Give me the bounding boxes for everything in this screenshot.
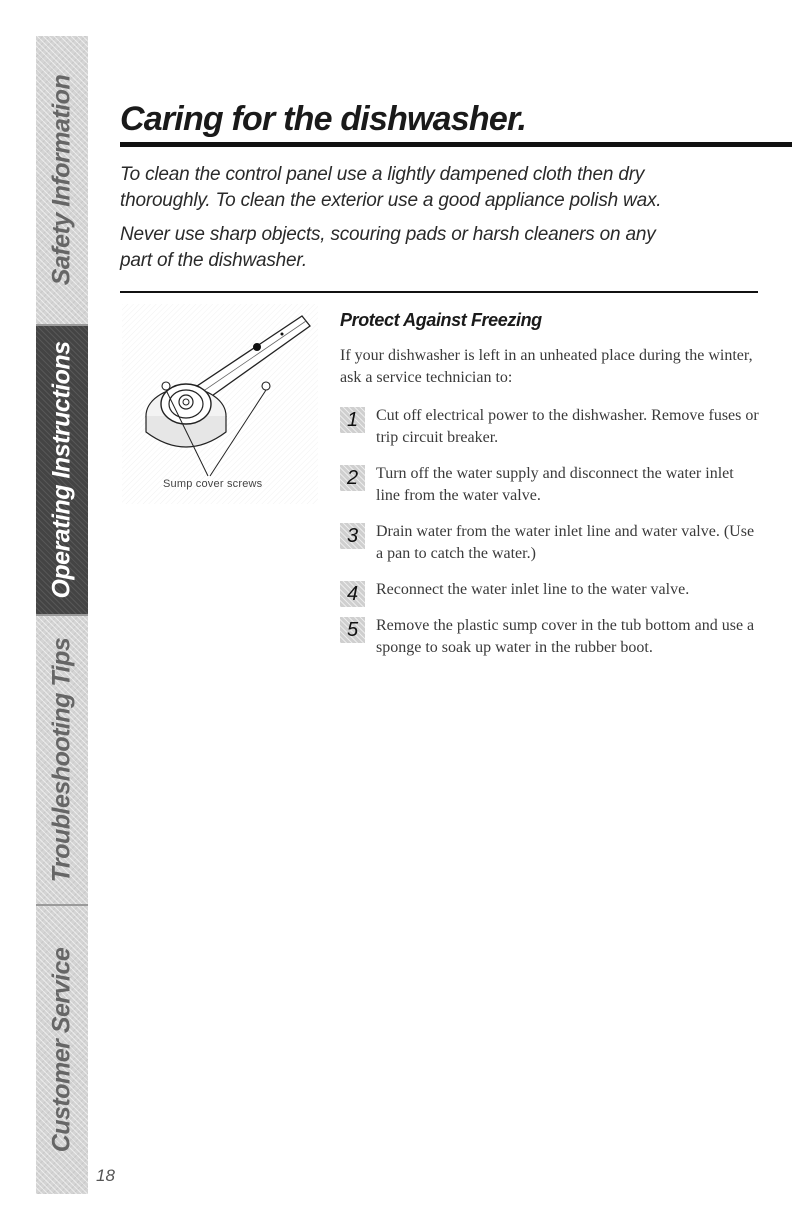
tab-label: Operating Instructions [47,341,76,599]
step-2 [340,463,760,507]
intro-text [120,162,680,282]
intro-paragraph-warning: Never use sharp objects, scouring pads or harsh cleaners on any part of the dishwasher. [120,224,656,271]
tab-operating-instructions[interactable] [36,326,88,616]
figure-caption: Sump cover screws [163,478,263,490]
sump-cover-illustration [122,304,318,504]
step-3 [340,521,760,565]
step-number-badge: 1 [340,407,365,433]
section-tabs [36,36,88,1194]
section-rule [120,291,758,293]
step-number-badge: 2 [340,465,365,491]
step-text: Cut off electrical power to the dishwasher. Remove fuses or trip circuit breaker. [376,407,759,446]
step-number-badge: 3 [340,523,365,549]
step-text: Turn off the water supply and disconnect the water inlet line from the water valve. [376,465,734,504]
step-text: Remove the plastic sump cover in the tub bottom and use a sponge to soak up water in the rubber boot. [376,617,755,656]
screw-right [262,382,270,390]
tab-customer-service[interactable] [36,906,88,1194]
tab-safety-information[interactable] [36,36,88,326]
tab-label: Troubleshooting Tips [47,637,76,883]
page-number: 18 [96,1166,115,1185]
page-title: Caring for the dishwasher. [120,100,527,138]
tab-label: Safety Information [47,74,76,286]
steps-list [340,405,760,659]
step-1 [340,405,760,449]
screw-left [162,382,170,390]
section-intro: If your dishwasher is left in an unheated place during the winter, ask a service technician to: [340,347,753,386]
tab-troubleshooting-tips[interactable] [36,616,88,906]
sump-center-dot [183,399,189,405]
step-text: Reconnect the water inlet line to the water valve. [376,581,690,598]
title-rule [120,142,792,147]
section-heading: Protect Against Freezing [340,310,542,330]
step-5 [340,615,760,659]
intro-paragraph-clean: To clean the control panel use a lightly dampened cloth then dry thoroughly. To clean the exterior use a good appliance polish wax. [120,164,662,211]
step-text: Drain water from the water inlet line and water valve. (Use a pan to catch the water.) [376,523,755,562]
step-number-badge: 5 [340,617,365,643]
protect-against-freezing-section [340,310,760,673]
spray-hole-small [281,333,284,336]
spray-hole [253,343,261,351]
step-4 [340,579,760,605]
tab-label: Customer Service [47,947,76,1153]
step-number-badge: 4 [340,581,365,607]
